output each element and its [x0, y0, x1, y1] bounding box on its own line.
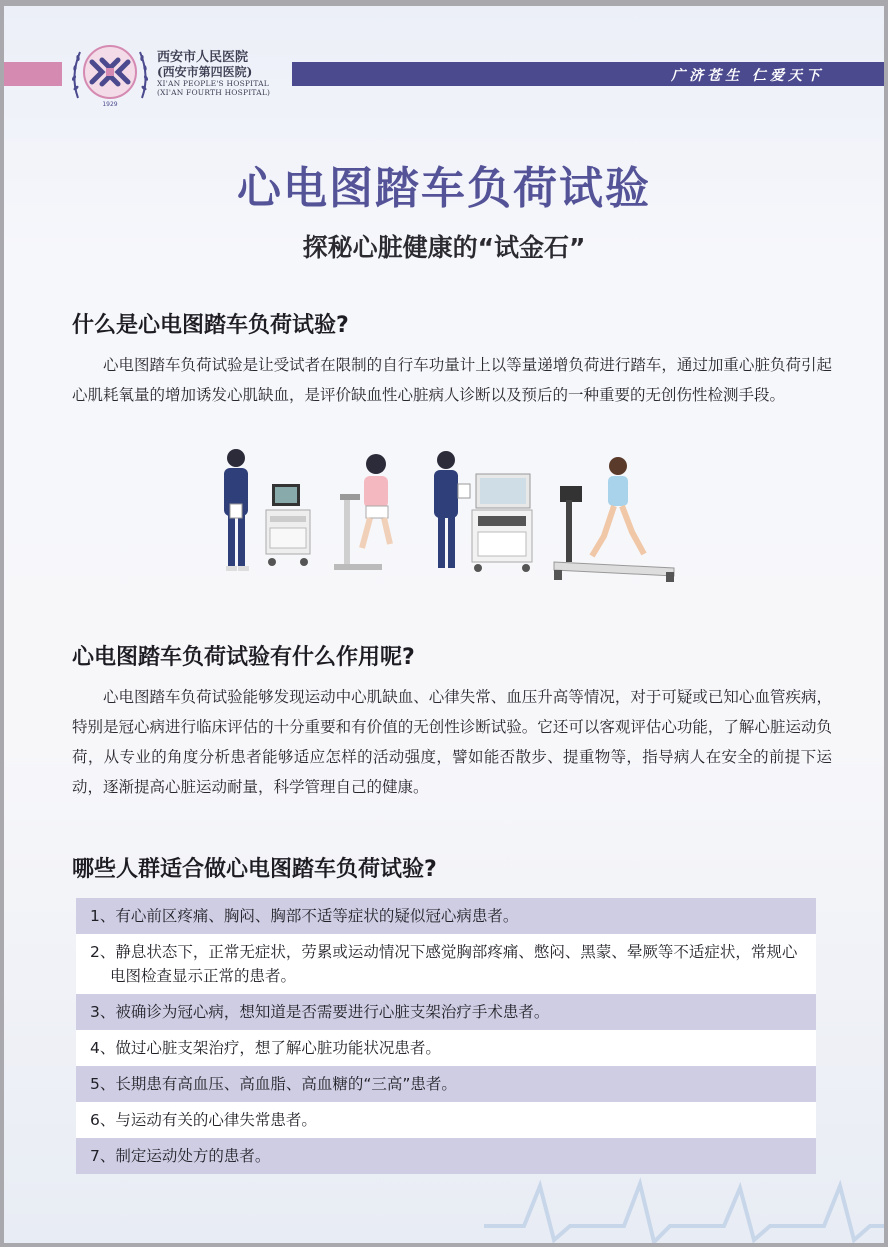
section-body-what: 心电图踏车负荷试验是让受试者在限制的自行车功量计上以等量递增负荷进行踏车，通过加重心脏负荷引起心肌耗氧量的增加诱发心肌缺血，是评价缺血性心脏病人诊断以及预后的一种重要的无创伤性检测手段。 [72, 356, 832, 404]
hospital-name-cn: 西安市人民医院 [157, 50, 249, 65]
hospital-name-en-alt: (XI'AN FOURTH HOSPITAL) [157, 88, 271, 97]
list-item: 5、长期患有高血压、高血脂、高血糖的“三高”患者。 [76, 1066, 816, 1102]
svg-text:1929: 1929 [102, 101, 118, 108]
hospital-name-en: XI'AN PEOPLE'S HOSPITAL [157, 79, 269, 88]
hospital-name-cn-alt: (西安市第四医院) [157, 65, 253, 79]
monitor-console-icon [472, 474, 532, 572]
ecg-machine-icon [266, 484, 310, 566]
ecg-wave-decoration-icon [484, 1166, 884, 1243]
exercise-test-illustration [214, 444, 684, 586]
list-item: 6、与运动有关的心律失常患者。 [76, 1102, 816, 1138]
list-item: 3、被确诊为冠心病，想知道是否需要进行心脏支架治疗手术患者。 [76, 994, 816, 1030]
list-item: 4、做过心脏支架治疗，想了解心脏功能状况患者。 [76, 1030, 816, 1066]
nurse-figure-icon [434, 451, 470, 568]
hospital-motto: 广济苍生 仁爱天下 [671, 68, 824, 84]
page-title: 心电图踏车负荷试验 [237, 163, 651, 214]
hospital-logo-icon [68, 36, 152, 112]
patient-cycling-icon [334, 454, 390, 570]
hospital-name-block [157, 50, 270, 97]
section-heading-purpose: 心电图踏车负荷试验有什么作用呢? [72, 645, 415, 670]
section-heading-who: 哪些人群适合做心电图踏车负荷试验? [72, 857, 437, 882]
poster-page [4, 6, 884, 1243]
section-body-purpose: 心电图踏车负荷试验能够发现运动中心肌缺血、心律失常、血压升高等情况，对于可疑或已知心血管疾病，特别是冠心病进行临床评估的十分重要和有价值的无创性诊断试验。它还可以客观评估心功能，了解心脏运动负荷，从专业的角度分析患者能够适应怎样的活动强度，譬如能否散步、提重物等，指导病人在安全的前提下运动，逐渐提高心脏运动耐量，科学管理自己的健康。 [72, 688, 832, 796]
eligible-patients-list [76, 898, 816, 1174]
treadmill-icon [554, 457, 674, 582]
list-item: 1、有心前区疼痛、胸闷、胸部不适等症状的疑似冠心病患者。 [76, 898, 816, 934]
doctor-figure-icon [224, 449, 249, 571]
list-item: 2、静息状态下，正常无症状，劳累或运动情况下感觉胸部疼痛、憋闷、黑蒙、晕厥等不适症状，常规心电图检查显示正常的患者。 [76, 934, 816, 994]
section-heading-what: 什么是心电图踏车负荷试验? [72, 313, 349, 338]
page-subtitle: 探秘心脏健康的“试金石” [302, 233, 586, 262]
list-item: 7、制定运动处方的患者。 [76, 1138, 816, 1174]
header-band-pink [4, 62, 62, 86]
